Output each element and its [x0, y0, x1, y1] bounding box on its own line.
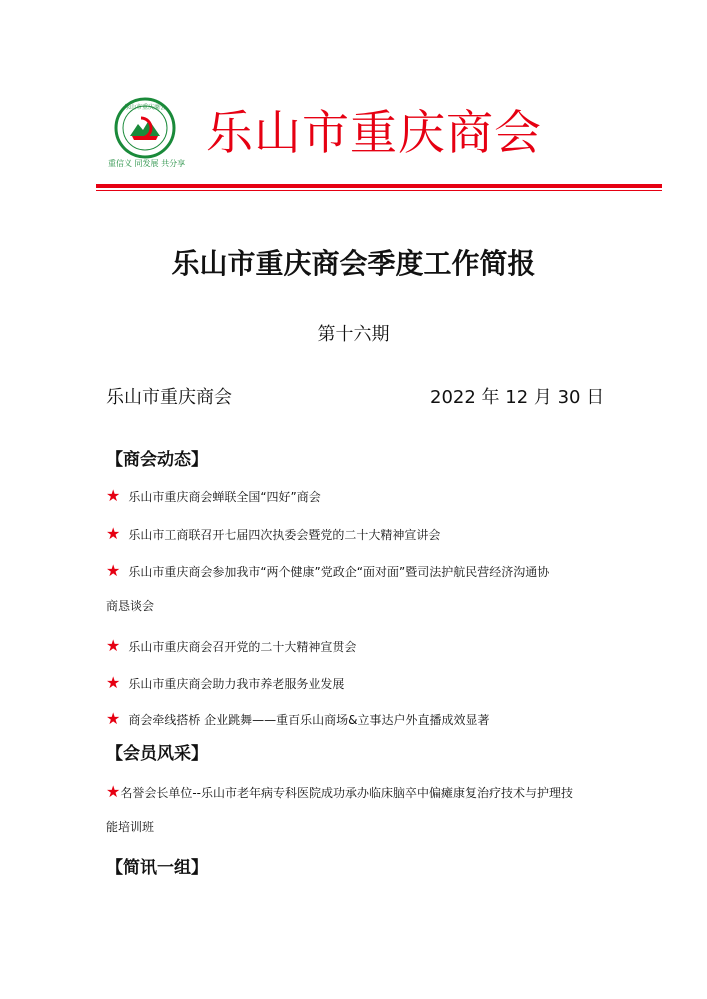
document-title: 乐山市重庆商会季度工作简报 [171, 247, 536, 280]
logo-slogan: 重信义 同发展 共分享 [108, 159, 186, 168]
red-star-icon: ★ [106, 486, 121, 505]
list-item [106, 638, 606, 655]
list-item [106, 526, 606, 543]
list-item [106, 784, 606, 835]
list-item [106, 563, 606, 614]
item-text: 乐山市重庆商会召开党的二十大精神宣贯会 [128, 640, 357, 654]
list-item [106, 711, 606, 728]
item-text-continued: 能培训班 [106, 820, 155, 834]
section-heading-member-showcase: 【会员风采】 [106, 744, 208, 764]
red-star-icon: ★ [106, 782, 121, 801]
chamber-logo-graphic [108, 96, 198, 168]
item-text-continued: 商恳谈会 [106, 599, 155, 613]
org-name-header: 乐山市重庆商会 [206, 106, 542, 161]
item-text: 乐山市工商联召开七届四次执委会暨党的二十大精神宣讲会 [128, 528, 441, 542]
item-text: 乐山市重庆商会助力我市养老服务业发展 [128, 677, 345, 691]
svg-text:乐山市重庆商会: 乐山市重庆商会 [123, 104, 167, 111]
red-star-icon: ★ [106, 636, 121, 655]
issue-number: 第十六期 [317, 324, 390, 345]
chamber-logo [108, 96, 198, 168]
header-rule-thick [96, 184, 662, 188]
item-text: 名誉会长单位--乐山市老年病专科医院成功承办临床脑卒中偏瘫康复治疗技术与护理技 [120, 786, 574, 800]
list-item [106, 488, 606, 505]
header-rule-thin [96, 190, 662, 191]
section-heading-briefs: 【简讯一组】 [106, 858, 208, 878]
item-text: 乐山市重庆商会参加我市“两个健康”党政企“面对面”暨司法护航民营经济沟通协 [128, 565, 550, 579]
list-item [106, 675, 606, 692]
red-star-icon: ★ [106, 673, 121, 692]
publish-date: 2022 年 12 月 30 日 [430, 387, 605, 408]
section-heading-chamber-news: 【商会动态】 [106, 450, 208, 470]
item-text: 乐山市重庆商会蝉联全国“四好”商会 [128, 490, 321, 504]
publisher: 乐山市重庆商会 [106, 387, 232, 408]
red-star-icon: ★ [106, 709, 121, 728]
red-star-icon: ★ [106, 524, 121, 543]
red-star-icon: ★ [106, 561, 121, 580]
item-text: 商会牵线搭桥 企业跳舞——重百乐山商场&立事达户外直播成效显著 [128, 713, 490, 727]
